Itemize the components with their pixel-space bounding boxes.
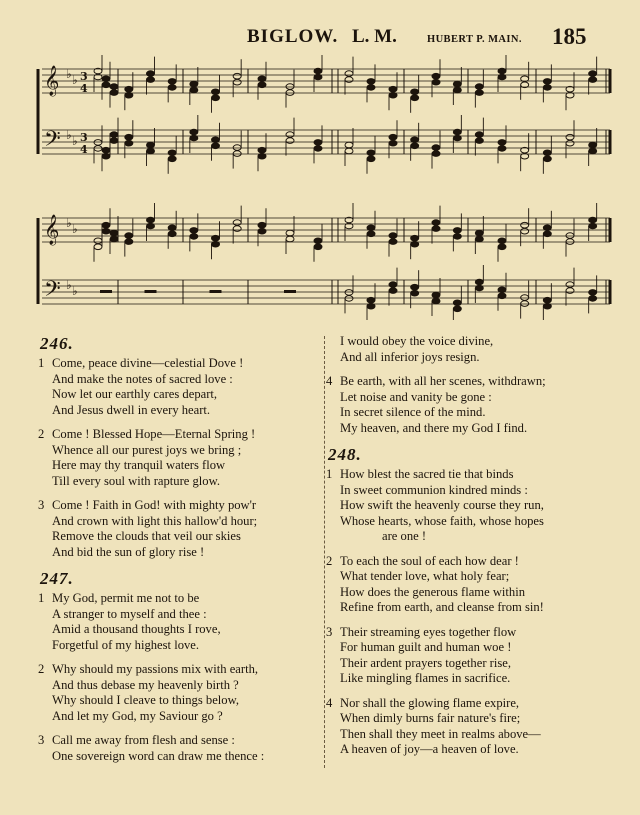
verse-line: How swift the heavenly course they run, xyxy=(340,498,544,512)
note-head xyxy=(543,85,551,91)
verse-line: I would obey the voice divine, xyxy=(340,334,494,348)
column-divider xyxy=(324,336,325,768)
note-head xyxy=(233,145,241,151)
time-signature: 4 xyxy=(80,143,88,156)
note-head xyxy=(432,145,440,151)
verse-line: Here may thy tranquil waters flow xyxy=(52,458,226,472)
note-head xyxy=(589,217,597,223)
note-head xyxy=(286,236,294,242)
note-head xyxy=(498,238,506,244)
verse-line xyxy=(38,356,328,372)
verse-line: Then shall they meet in realms above— xyxy=(340,726,541,741)
note-head xyxy=(168,85,176,91)
note-head xyxy=(543,297,551,303)
note-head xyxy=(589,142,597,148)
verse-continued xyxy=(326,334,616,365)
note-head xyxy=(475,132,483,138)
verse xyxy=(38,662,328,724)
note-head xyxy=(286,230,294,236)
note-head xyxy=(389,92,397,98)
note-head xyxy=(258,82,266,88)
verse-line: How does the generous flame within xyxy=(340,584,526,599)
note-head xyxy=(432,292,440,298)
note-head xyxy=(453,81,461,87)
treble-clef-icon: 𝄞 xyxy=(44,215,60,245)
note-head xyxy=(543,225,551,231)
note-head xyxy=(286,132,294,138)
note-head xyxy=(453,234,461,240)
note-head xyxy=(212,95,220,101)
verse-number: 1 xyxy=(38,591,45,605)
note-head xyxy=(286,138,294,144)
note-head xyxy=(258,147,266,153)
note-head xyxy=(411,290,419,296)
note-head xyxy=(168,150,176,156)
note-head xyxy=(543,150,551,156)
hymn-number: 247. xyxy=(40,569,74,588)
note-head xyxy=(147,148,155,154)
note-head xyxy=(147,142,155,148)
note-head xyxy=(102,76,110,82)
verse xyxy=(326,625,616,687)
note-head xyxy=(498,293,506,299)
note-head xyxy=(102,82,110,88)
note-head xyxy=(589,223,597,229)
verse-line xyxy=(326,554,616,570)
rest xyxy=(284,290,296,293)
verse xyxy=(38,498,328,560)
note-head xyxy=(212,143,220,149)
note-head xyxy=(147,77,155,83)
note-head xyxy=(432,226,440,232)
verse-line: Whose hearts, whose faith, whose hopes xyxy=(340,513,544,528)
flat-icon: ♭ xyxy=(72,222,78,236)
verse-line: For human guilt and human woe ! xyxy=(340,640,512,654)
right-column xyxy=(326,334,616,767)
note-head xyxy=(233,151,241,157)
time-signature: 3 xyxy=(80,131,88,144)
note-head xyxy=(453,129,461,135)
time-signature: 3 xyxy=(80,70,88,83)
note-head xyxy=(432,220,440,226)
rest xyxy=(145,290,157,293)
verse-line: When dimly burns fair nature's fire; xyxy=(340,711,521,725)
note-head xyxy=(411,89,419,95)
note-head xyxy=(498,146,506,152)
note-head xyxy=(432,73,440,79)
note-head xyxy=(453,87,461,93)
note-head xyxy=(367,231,375,237)
note-head xyxy=(411,241,419,247)
note-head xyxy=(147,223,155,229)
note-head xyxy=(168,231,176,237)
note-head xyxy=(389,140,397,146)
note-head xyxy=(258,222,266,228)
note-head xyxy=(345,142,353,148)
note-head xyxy=(212,241,220,247)
note-head xyxy=(212,89,220,95)
verse xyxy=(38,427,328,489)
verse-text: Nor shall the glowing flame expire, xyxy=(340,695,520,710)
verse-line xyxy=(326,374,616,390)
note-head xyxy=(589,148,597,154)
note-head xyxy=(498,74,506,80)
note-head xyxy=(125,233,133,239)
page-number: 185 xyxy=(552,24,587,49)
note-head xyxy=(367,150,375,156)
note-head xyxy=(367,79,375,85)
verse-line: One sovereign word can draw me thence : xyxy=(52,748,265,763)
note-head xyxy=(389,239,397,245)
note-head xyxy=(411,143,419,149)
verse-line xyxy=(38,662,328,678)
note-head xyxy=(543,156,551,162)
verse-line: And let my God, my Saviour go ? xyxy=(52,708,223,723)
note-head xyxy=(147,71,155,77)
note-head xyxy=(110,236,118,242)
flat-icon: ♭ xyxy=(66,216,72,230)
note-head xyxy=(110,138,118,144)
verse-number: 1 xyxy=(38,356,45,370)
note-head xyxy=(389,134,397,140)
flat-icon: ♭ xyxy=(66,128,72,142)
note-head xyxy=(498,68,506,74)
note-head xyxy=(566,140,574,146)
verse-line: My heaven, and there my God I find. xyxy=(340,420,528,435)
note-head xyxy=(212,137,220,143)
verse-text: Come, peace divine—celestial Dove ! xyxy=(52,356,244,370)
tune-name: BIGLOW. xyxy=(247,26,339,47)
note-head xyxy=(94,238,102,244)
note-head xyxy=(367,297,375,303)
note-head xyxy=(411,137,419,143)
verse-text: Their streaming eyes together flow xyxy=(340,624,517,639)
verse-line: Remove the clouds that veil our skies xyxy=(52,529,241,543)
note-head xyxy=(125,134,133,140)
note-head xyxy=(367,156,375,162)
meter: L. M. xyxy=(352,26,397,47)
verse-number: 2 xyxy=(38,427,45,441)
verse-line: Amid a thousand thoughts I rove, xyxy=(52,622,221,636)
note-head xyxy=(389,282,397,288)
note-head xyxy=(389,288,397,294)
flat-icon: ♭ xyxy=(72,284,78,298)
verse-text: How blest the sacred tie that binds xyxy=(340,467,514,481)
note-head xyxy=(258,76,266,82)
note-head xyxy=(543,231,551,237)
verse xyxy=(38,591,328,653)
note-head xyxy=(432,79,440,85)
note-head xyxy=(212,235,220,241)
hymn-number: 248. xyxy=(328,445,362,464)
composer: HUBERT P. MAIN. xyxy=(427,34,522,45)
note-head xyxy=(453,306,461,312)
page-header xyxy=(0,26,640,56)
verse-line: Let noise and vanity be gone : xyxy=(340,389,492,404)
note-head xyxy=(475,230,483,236)
verse xyxy=(326,374,616,436)
verse xyxy=(326,696,616,758)
time-signature: 4 xyxy=(80,82,88,95)
left-column xyxy=(38,334,328,773)
note-head xyxy=(566,282,574,288)
verse xyxy=(38,356,328,418)
verse-line xyxy=(38,733,328,749)
note-head xyxy=(389,233,397,239)
note-head xyxy=(110,90,118,96)
note-head xyxy=(475,279,483,285)
treble-clef-icon: 𝄞 xyxy=(44,66,60,96)
flat-icon: ♭ xyxy=(66,67,72,81)
verse-line xyxy=(326,696,616,712)
verse-text: Come ! Blessed Hope—Eternal Spring ! xyxy=(52,427,256,441)
note-head xyxy=(190,87,198,93)
verse-line: A stranger to myself and thee : xyxy=(52,606,207,621)
verse-text: My God, permit me not to be xyxy=(52,591,200,605)
note-head xyxy=(498,244,506,250)
verse-line: And thus debase my heavenly birth ? xyxy=(52,677,239,692)
note-head xyxy=(475,90,483,96)
note-head xyxy=(411,235,419,241)
hymn-number: 246. xyxy=(40,334,74,353)
note-head xyxy=(411,284,419,290)
verse-number: 4 xyxy=(326,374,333,388)
note-head xyxy=(389,86,397,92)
note-head xyxy=(521,228,529,234)
note-head xyxy=(190,129,198,135)
note-head xyxy=(543,79,551,85)
note-head xyxy=(258,228,266,234)
note-head xyxy=(589,296,597,302)
note-head xyxy=(475,84,483,90)
note-head xyxy=(589,77,597,83)
bass-clef-icon: 𝄢 xyxy=(44,127,61,157)
note-head xyxy=(190,135,198,141)
note-head xyxy=(102,147,110,153)
note-head xyxy=(566,134,574,140)
verse-line: are one ! xyxy=(382,529,427,543)
flat-icon: ♭ xyxy=(72,134,78,148)
verse-line xyxy=(38,427,328,443)
note-head xyxy=(411,95,419,101)
note-head xyxy=(190,81,198,87)
note-head xyxy=(498,140,506,146)
note-head xyxy=(475,138,483,144)
note-head xyxy=(432,298,440,304)
verse-line xyxy=(38,591,328,607)
note-head xyxy=(589,290,597,296)
note-head xyxy=(367,303,375,309)
verse-line xyxy=(326,467,616,483)
note-head xyxy=(345,148,353,154)
note-head xyxy=(367,85,375,91)
note-head xyxy=(233,73,241,79)
note-head xyxy=(432,151,440,157)
verse-line: Refine from earth, and cleanse from sin! xyxy=(340,600,544,614)
note-head xyxy=(125,239,133,245)
note-head xyxy=(543,303,551,309)
note-head xyxy=(453,228,461,234)
verse-number: 2 xyxy=(38,662,45,676)
verse-line: And all inferior joys resign. xyxy=(340,349,480,364)
verse-line: And crown with light this hallow'd hour; xyxy=(52,513,258,528)
note-head xyxy=(345,77,353,83)
note-head xyxy=(168,79,176,85)
verse-line: What tender love, what holy fear; xyxy=(340,569,510,583)
note-head xyxy=(102,153,110,159)
verse-line: Their ardent prayers together rise, xyxy=(340,655,511,670)
verse-number: 3 xyxy=(38,733,45,747)
verse-number: 3 xyxy=(38,498,45,512)
verse-number: 2 xyxy=(326,553,333,568)
note-head xyxy=(453,300,461,306)
note-head xyxy=(314,74,322,80)
verse-line: A heaven of joy—a heaven of love. xyxy=(340,742,519,756)
note-head xyxy=(110,132,118,138)
note-head xyxy=(314,238,322,244)
note-head xyxy=(498,287,506,293)
verse-line: And Jesus dwell in every heart. xyxy=(52,402,211,417)
note-head xyxy=(233,220,241,226)
verse-line: In secret silence of the mind. xyxy=(340,405,486,419)
note-head xyxy=(147,217,155,223)
verse-text: Come ! Faith in God! with mighty pow'r xyxy=(52,498,257,512)
verse-text: To each the soul of each how dear ! xyxy=(340,553,519,568)
note-head xyxy=(102,228,110,234)
verse-line: Forgetful of my highest love. xyxy=(52,637,200,652)
verse-line: And bid the sun of glory rise ! xyxy=(52,544,205,559)
verse-text: Be earth, with all her scenes, withdrawn; xyxy=(340,374,546,388)
verse-line: Whence all our purest joys we bring ; xyxy=(52,442,242,457)
note-head xyxy=(453,135,461,141)
note-head xyxy=(168,225,176,231)
verse-line xyxy=(326,625,616,641)
note-head xyxy=(566,288,574,294)
note-head xyxy=(102,222,110,228)
note-head xyxy=(110,84,118,90)
verse-text: Call me away from flesh and sense : xyxy=(52,733,235,747)
bass-clef-icon: 𝄢 xyxy=(44,277,61,307)
verse-line: Till every soul with rapture glow. xyxy=(52,473,221,488)
verse-number: 3 xyxy=(326,624,333,639)
rest xyxy=(100,290,112,293)
note-head xyxy=(314,68,322,74)
note-head xyxy=(258,153,266,159)
note-head xyxy=(110,230,118,236)
note-head xyxy=(94,244,102,250)
note-head xyxy=(475,285,483,291)
note-head xyxy=(367,225,375,231)
note-head xyxy=(589,71,597,77)
verse-line: And make the notes of sacred love : xyxy=(52,371,233,386)
music-score xyxy=(0,55,640,320)
note-head xyxy=(314,244,322,250)
verse-line: Now let our earthly cares depart, xyxy=(52,387,218,401)
verse xyxy=(326,467,616,545)
verse-line xyxy=(38,498,328,514)
note-head xyxy=(190,228,198,234)
note-head xyxy=(125,140,133,146)
verse-line: Why should I cleave to things below, xyxy=(52,693,239,707)
verse xyxy=(326,554,616,616)
note-head xyxy=(233,226,241,232)
note-head xyxy=(475,236,483,242)
verse-line: Like mingling flames in sacrifice. xyxy=(340,671,511,685)
note-head xyxy=(314,146,322,152)
note-head xyxy=(314,140,322,146)
note-head xyxy=(125,92,133,98)
verse-number: 4 xyxy=(326,695,333,710)
note-head xyxy=(190,234,198,240)
note-head xyxy=(233,79,241,85)
flat-icon: ♭ xyxy=(66,278,72,292)
note-head xyxy=(345,71,353,77)
rest xyxy=(210,290,222,293)
verse-line: In sweet communion kindred minds : xyxy=(340,482,528,497)
verse xyxy=(38,733,328,764)
note-head xyxy=(521,222,529,228)
note-head xyxy=(125,86,133,92)
note-head xyxy=(168,156,176,162)
flat-icon: ♭ xyxy=(72,73,78,87)
verse-text: Why should my passions mix with earth, xyxy=(52,662,259,676)
verse-number: 1 xyxy=(326,467,333,481)
